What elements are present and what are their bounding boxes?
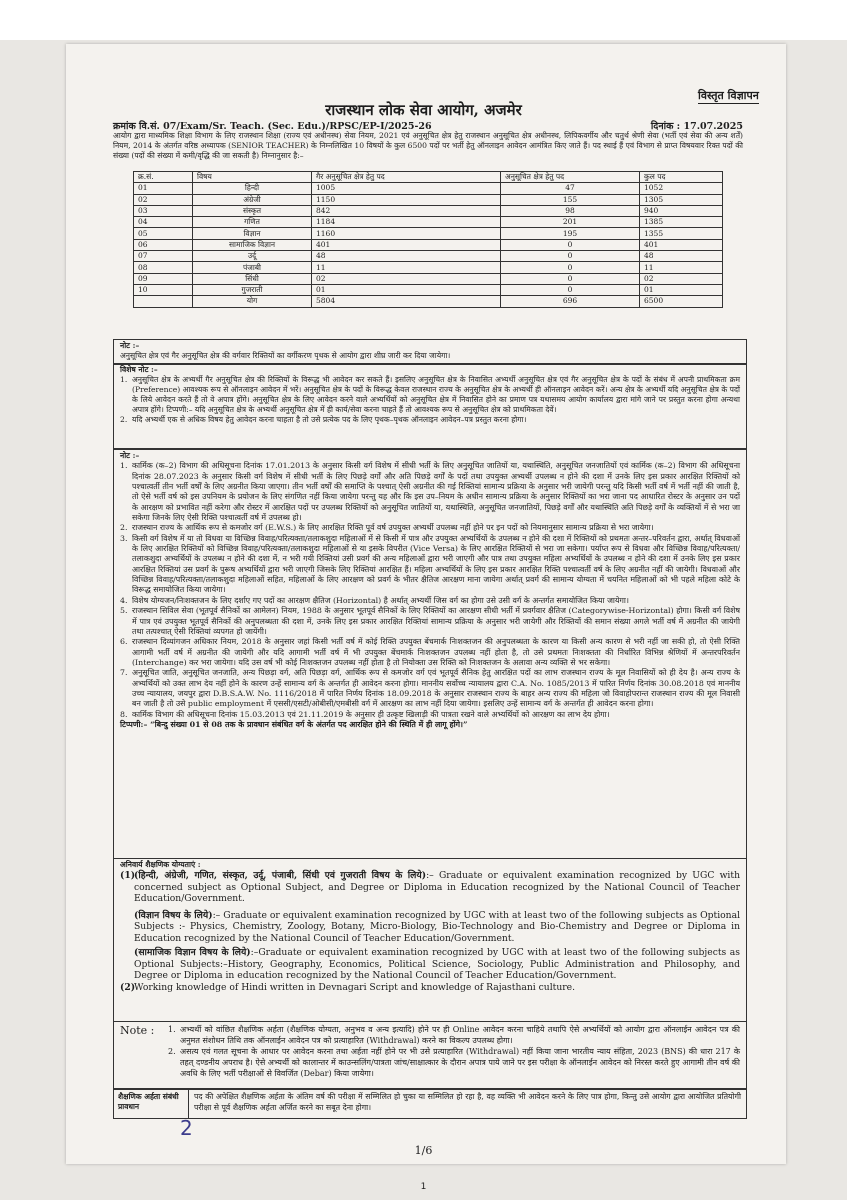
qualification-item-4: [120, 982, 740, 994]
handwritten-signature: 2: [180, 1116, 193, 1140]
qualification-item-3: [120, 947, 740, 982]
list-number: 1.: [120, 461, 128, 471]
note-box-1: [113, 339, 747, 365]
qualification-heading: (हिन्दी, अंग्रेजी, गणित, संस्कृत, उर्दू, पंजाबी, सिंधी एवं गुजराती विषय के लिये): [134, 870, 427, 881]
table-cell: 1184: [312, 217, 501, 228]
list-number: 3.: [120, 533, 128, 543]
table-cell: 0: [501, 273, 640, 284]
qualification-text: Working knowledge of Hindi written in Devnagari Script and knowledge of Rajasthani culture.: [134, 981, 575, 993]
qualification-label: अनिवार्य शैक्षणिक योग्यताएं :: [120, 860, 201, 869]
list-item: [120, 596, 740, 606]
list-item: [120, 606, 740, 637]
table-cell: 401: [640, 239, 723, 250]
table-cell: 48: [640, 251, 723, 262]
page-title: राजस्थान लोक सेवा आयोग, अजमेर: [325, 101, 522, 119]
table-cell: 11: [640, 262, 723, 273]
table-cell: सामाजिक विज्ञान: [193, 239, 312, 250]
table-cell: 940: [640, 205, 723, 216]
qualification-item-2: [120, 910, 740, 945]
list-number: 2.: [120, 523, 128, 533]
table-cell: 10: [134, 284, 193, 295]
table-cell: 0: [501, 284, 640, 295]
note3-label: Note :: [120, 1024, 155, 1037]
list-item: 2. यदि अभ्यर्थी एक से अधिक विषय हेतु आवेदन करना चाहता है तो उसे प्रत्येक पद के लिए पृथक–पृथक ऑनलाइन आवेदन–पत्र प्रस्तुत करना होगा।: [120, 415, 740, 425]
final-provision-label: शैक्षणिक अर्हता संबंधी प्रावधान: [114, 1090, 189, 1118]
table-header-cell: विषय: [193, 172, 312, 183]
list-number: 8.: [120, 709, 128, 719]
table-cell: 47: [501, 183, 640, 194]
table-cell: 09: [134, 273, 193, 284]
table-cell: 98: [501, 205, 640, 216]
list-item: 1. अभ्यर्थी को वांछित शैक्षणिक अर्हता (शैक्षणिक योग्यता, अनुभव व अन्य इत्यादि) होने पर ही Online आवेदन करना चाहिये तथापि ऐसे अभ्यर्थियों को आयोग द्वारा ऑनलाईन आवेदन पत्र की अनुमत संशोधन तिथि तक ऑनलाईन आवेदन पत्र को प्रत्याहारित (Withdrawal) करने का विकल्प उपलब्ध होगा।: [168, 1025, 740, 1045]
note3-item: अभ्यर्थी को वांछित शैक्षणिक अर्हता (शैक्षणिक योग्यता, अनुभव व अन्य इत्यादि) होने पर ही Online आवेदन करना चाहिये तथापि ऐसे अभ्यर्थियों को आयोग द्वारा ऑनलाईन आवेदन पत्र की अनुमत संशोधन तिथि तक ऑनलाईन आवेदन पत्र को प्रत्याहारित (Withdrawal) करने का विकल्प उपलब्ध होगा।: [180, 1025, 740, 1045]
posts-table: [133, 171, 723, 308]
note2-item: विशेष योग्यजन/निःशक्तजन के लिए दर्शाए गए पदों का आरक्षण क्षैतिज (Horizontal) है अर्थात् अभ्यर्थी जिस वर्ग का होगा उसे उसी वर्ग के अन्तर्गत समायोजित किया जायेगा।: [132, 595, 629, 605]
note2-item: राजस्थान राज्य के आर्थिक रूप से कमजोर वर्ग (E.W.S.) के लिए आरक्षित रिक्ति पूर्व वर्ष उपयुक्त अभ्यर्थी उपलब्ध नहीं होने पर इन पदों को नियमानुसार सामान्य प्रक्रिया से भरा जायेगा।: [132, 523, 654, 533]
table-cell: 0: [501, 262, 640, 273]
table-cell: 1305: [640, 194, 723, 205]
reference-number: क्रमांक वि.सं. 07/Exam/Sr. Teach. (Sec. Edu.)/RPSC/EP-I/2025-26: [113, 121, 432, 132]
qualification-heading: (विज्ञान विषय के लिये): [134, 909, 213, 921]
special-note-item: यदि अभ्यर्थी एक से अधिक विषय हेतु आवेदन करना चाहता है तो उसे प्रत्येक पद के लिए पृथक–पृथक ऑनलाइन आवेदन–पत्र प्रस्तुत करना होगा।: [132, 415, 527, 424]
table-header-cell: कुल पद: [640, 172, 723, 183]
qualification-text: :– Graduate or equivalent examination recognized by UGC with at least two of the following subjects as Optional Subjects :- Physics, Chemistry, Zoology, Botany, Micro-Biology, Bio-Technology and Bio-Chemistry and Degree or Diploma in Education recognized by the National Council of Teacher Education/Government.: [134, 909, 741, 944]
table-cell: 08: [134, 262, 193, 273]
table-cell: 05: [134, 228, 193, 239]
qualification-text: :–Graduate or equivalent examination recognized by UGC with at least two of the following subjects as Optional Subjects:–History, Geography, Economics, Political Science, Sociology, Public Administration and Philosophy, and Degree or Diploma in education recognized by the National Council of Teacher Education/Government.: [134, 947, 740, 981]
table-cell: 02: [134, 194, 193, 205]
table-cell: 1355: [640, 228, 723, 239]
qualification-text: :– Graduate or equivalent examination recognized by UGC with concerned subject as Optional Subject, and Degree or Diploma in Education recognized by the National Council of Teacher Education/Government.: [134, 870, 740, 904]
table-total-row: [134, 296, 723, 307]
table-row: [134, 239, 723, 250]
note2-item: राजस्थान दिव्यांगजन अधिकार नियम, 2018 के अनुसार जहां किसी भर्ती वर्ष में कोई रिक्ति उपयुक्त बेंचमार्क निःशक्तजन की अनुपलब्धता के कारण या किसी अन्य कारण से भरी नहीं जा सकी हो, तो ऐसी रिक्ति आगामी भर्ती वर्ष में अग्रनीत की जायेगी और यदि आगामी भर्ती वर्ष में भी उपयुक्त बेंचमार्क निःशक्तजन उपलब्ध नहीं होता है, तो उसे प्रथमतः निःशक्तता की निर्धारित विभिन्न श्रेणियों में अन्तरपरिवर्तन (Interchange) कर भरा जायेगा। यदि उस वर्ष भी कोई निःशक्तजन उपलब्ध नहीं होता है तो नियोक्ता उस रिक्ति को निःशक्तजन के अलावा अन्य व्यक्ति से भर सकेगा।: [132, 637, 740, 667]
list-item: [120, 637, 740, 668]
table-cell: 06: [134, 239, 193, 250]
top-blank-bar: [0, 0, 847, 40]
table-row: [134, 262, 723, 273]
table-row: [134, 251, 723, 262]
list-item: [120, 534, 740, 596]
viewer-page-number: 1: [420, 1182, 427, 1192]
table-row: [134, 228, 723, 239]
list-number: 5.: [120, 606, 128, 616]
table-cell: 1150: [312, 194, 501, 205]
table-cell: 0: [501, 239, 640, 250]
table-cell: [134, 296, 193, 307]
total-all: 6500: [640, 296, 723, 307]
table-cell: 01: [134, 183, 193, 194]
page-number: 1/6: [414, 1144, 433, 1157]
table-row: [134, 217, 723, 228]
table-row: [134, 205, 723, 216]
table-row: [134, 183, 723, 194]
table-cell: गणित: [193, 217, 312, 228]
note-label: नोट :–: [120, 341, 140, 350]
note2-item: कार्मिक विभाग की अधिसूचना दिनांक 15.03.2013 एवं 21.11.2019 के अनुसार ही उत्कृष्ट खिलाड़ी की पात्रता रखने वाले अभ्यर्थियों को आरक्षण का लाभ देय होगा।: [132, 709, 610, 719]
table-cell: 1385: [640, 217, 723, 228]
total-label: योग: [193, 296, 312, 307]
table-cell: सिंधी: [193, 273, 312, 284]
list-item: 2. असत्य एवं गलत सूचना के आधार पर आवेदन करना तथा अर्हता नहीं होने पर भी उसे प्रत्याहारित (Withdrawal) नहीं किया जाना भारतीय न्याय संहिता, 2023 (BNS) की धारा 217 के तहत् दण्डनीय अपराध है। ऐसे अभ्यर्थी को कालान्तर में काउन्सलिंग/पात्रता जांच/साक्षात्कार के दौरान अपात्र पाये जाने पर इस परीक्षा के ऑनलाईन आवेदन को निरस्त करते हुए आगामी तीन वर्ष की अवधि के लिए भर्ती परीक्षाओं से विवर्जित (Debar) किया जायेगा।: [168, 1047, 740, 1078]
table-cell: 401: [312, 239, 501, 250]
posts-table-body: [134, 183, 723, 296]
note2-item: कार्मिक (क–2) विभाग की अधिसूचना दिनांक 17.01.2013 के अनुसार किसी वर्ग विशेष में सीधी भर्ती के लिए अनुसूचित जातियों या, यथास्थिति, अनुसूचित जनजातियों एवं कार्मिक (क–2) विभाग की अधिसूचना दिनांक 28.07.2023 के अनुसार किसी वर्ग विशेष में सीधी भर्ती के लिए पिछड़े वर्गों और अति पिछड़े वर्गों के पदों तथा उपयुक्त अभ्यर्थी उपलब्ध न होने की दशा में उनके लिए इस प्रकार आरक्षित रिक्तियों को पश्चात्वर्ती तीन भर्ती वर्षों के लिए अग्रनीत किया जाएगा। तीन भर्ती वर्षों की समाप्ति के पश्चात् ऐसी अग्रनीत की गई रिक्तियां सामान्य प्रक्रिया के अनुसार भरी जायेगी परन्तु यदि किसी भर्ती वर्ष में भर्ती नहीं की जाती है, तो ऐसे भर्ती वर्ष को इस उपनियम के प्रयोजन के लिए संगणित नहीं किया जायेगा परन्तु यह और कि इस उप–नियम के अधीन सामान्य प्रक्रिया के अनुसार रिक्तियों का भरा जाना पद आधारित रोस्टर के अनुसार उन पदों के आरक्षण को प्रभावित नहीं करेगा और रोस्टर में आरक्षित पदों पर उपलब्ध रिक्तियों को अनुसूचित जातियों या, यथास्थिति, अनुसूचित जनजातियों, पिछड़े वर्गों और यथास्थिति अति पिछड़े वर्गों के व्यक्तियों में से भरा जा सकेगा जिनके लिए ऐसी रिक्ति पश्चात्वर्ती वर्ष में उपलब्ध हो।: [132, 461, 740, 523]
note-text: अनुसूचित क्षेत्र एवं गैर अनुसूचित क्षेत्र की वर्गवार रिक्तियों का वर्गीकरण पृथक से आयोग द्वारा शीघ्र जारी कर दिया जायेगा।: [120, 351, 451, 360]
list-number: 7.: [120, 668, 128, 678]
table-cell: 04: [134, 217, 193, 228]
table-cell: 03: [134, 205, 193, 216]
table-cell: 01: [640, 284, 723, 295]
table-cell: विज्ञान: [193, 228, 312, 239]
note2-item: राजस्थान सिविल सेवा (भूतपूर्व सैनिकों का आमेलन) नियम, 1988 के अनुसार भूतपूर्व सैनिकों के लिए रिक्तियों का आरक्षण सीधी भर्ती में प्रवर्गवार क्षैतिज (Categorywise-Horizontal) होगा। किसी वर्ग विशेष में पात्र एवं उपयुक्त भूतपूर्व सैनिकों की अनुपलब्धता की दशा में, उनके लिए इस प्रकार आरक्षित रिक्तियां सामान्य प्रक्रिया के अनुसार भरी जायेगी और रिक्तियों की समान संख्या अगले भर्ती वर्ष में अग्रनीत की जायेगी तथा तत्पश्चात् ऐसी रिक्तियां व्यपगत हो जायेंगी।: [132, 606, 740, 636]
table-row: [134, 194, 723, 205]
note2-label: नोट :–: [120, 451, 140, 460]
table-cell: 1005: [312, 183, 501, 194]
table-cell: 201: [501, 217, 640, 228]
table-cell: 02: [312, 273, 501, 284]
table-cell: 842: [312, 205, 501, 216]
special-note-item: अनुसूचित क्षेत्र के अभ्यर्थी गैर अनुसूचित क्षेत्र की रिक्तियों के विरूद्ध भी आवेदन कर सकते हैं। इसलिए अनुसूचित क्षेत्र के निवासित अभ्यर्थी अनुसूचित क्षेत्र एवं गैर अनुसूचित क्षेत्र के पदों के संबंध में अपनी प्राथमिकता क्रम (Preference) आवश्यक रूप से ऑनलाइन आवेदन में भरें। अनुसूचित क्षेत्र के पदों के विरूद्ध केवल राजस्थान राज्य के अनुसूचित क्षेत्र के अभ्यर्थी ही ऑनलाइन आवेदन करें। अन्य क्षेत्र के अभ्यर्थी यदि अनुसूचित क्षेत्र के पदों के लिये आवेदन करते हैं तो वे अपात्र होंगे। अनुसूचित क्षेत्र के लिए आवेदन करने वाले अभ्यर्थियों को अनुसूचित क्षेत्र में निवासित होने का प्रमाण पत्र यथासमय आयोग कार्यालय द्वारा मांगे जाने पर प्रस्तुत करना होगा अन्यथा अपात्र होंगे। टिप्पणी:– यदि अनुसूचित क्षेत्र के अभ्यर्थी अनुसूचित क्षेत्र में ही कार्य/सेवा करना चाहते हैं तो आवश्यक रूप से अनुसूचित क्षेत्र को प्राथमिकता देवें।: [132, 375, 740, 414]
table-row: [134, 273, 723, 284]
qualification-item-1: [120, 870, 740, 905]
table-header-cell: गैर अनुसूचित क्षेत्र हेतु पद: [312, 172, 501, 183]
table-cell: 01: [312, 284, 501, 295]
table-cell: संस्कृत: [193, 205, 312, 216]
qualification-heading: (सामाजिक विज्ञान विषय के लिये): [134, 947, 251, 958]
final-provision-text: पद की अपेक्षित शैक्षणिक अर्हता के अंतिम वर्ष की परीक्षा में सम्मिलित हो चुका या सम्मिलित हो रहा है, वह व्यक्ति भी आवेदन करने के लिए पात्र होगा, किन्तु उसे आयोग द्वारा आयोजित प्रतियोगी परीक्षा से पूर्व शैक्षणिक अर्हता अर्जित करने का सबूत देना होगा।: [194, 1092, 741, 1112]
note-box-3: [113, 1021, 747, 1089]
note3-item: असत्य एवं गलत सूचना के आधार पर आवेदन करना तथा अर्हता नहीं होने पर भी उसे प्रत्याहारित (Withdrawal) नहीं किया जाना भारतीय न्याय संहिता, 2023 (BNS) की धारा 217 के तहत् दण्डनीय अपराध है। ऐसे अभ्यर्थी को कालान्तर में काउन्सलिंग/पात्रता जांच/साक्षात्कार के दौरान अपात्र पाये जाने पर इस परीक्षा के ऑनलाईन आवेदन को निरस्त करते हुए आगामी तीन वर्ष की अवधि के लिए भर्ती परीक्षाओं से विवर्जित (Debar) किया जायेगा।: [180, 1047, 740, 1078]
table-cell: अंग्रेजी: [193, 194, 312, 205]
list-number: 6.: [120, 637, 128, 647]
list-item: 1. अनुसूचित क्षेत्र के अभ्यर्थी गैर अनुसूचित क्षेत्र की रिक्तियों के विरूद्ध भी आवेदन कर सकते हैं। इसलिए अनुसूचित क्षेत्र के निवासित अभ्यर्थी अनुसूचित क्षेत्र एवं गैर अनुसूचित क्षेत्र के पदों के संबंध में अपनी प्राथमिकता क्रम (Preference) आवश्यक रूप से ऑनलाइन आवेदन में भरें। अनुसूचित क्षेत्र के पदों के विरूद्ध केवल राजस्थान राज्य के अनुसूचित क्षेत्र के अभ्यर्थी ही ऑनलाइन आवेदन करें। अन्य क्षेत्र के अभ्यर्थी यदि अनुसूचित क्षेत्र के पदों के लिये आवेदन करते हैं तो वे अपात्र होंगे। अनुसूचित क्षेत्र के लिए आवेदन करने वाले अभ्यर्थियों को अनुसूचित क्षेत्र में निवासित होने का प्रमाण पत्र यथासमय आयोग कार्यालय द्वारा मांगे जाने पर प्रस्तुत करना होगा अन्यथा अपात्र होंगे। टिप्पणी:– यदि अनुसूचित क्षेत्र के अभ्यर्थी अनुसूचित क्षेत्र में ही कार्य/सेवा करना चाहते हैं तो आवश्यक रूप से अनुसूचित क्षेत्र को प्राथमिकता देवें।: [120, 375, 740, 414]
list-item: [120, 523, 740, 533]
note2-tippani: टिप्पणी:– “बिन्दु संख्या 01 से 08 तक के प्रावधान संबंधित वर्ग के अंतर्गत पद आरक्षित होने की स्थिति में ही लागू होंगे।”: [120, 719, 468, 729]
table-cell: 155: [501, 194, 640, 205]
table-cell: 195: [501, 228, 640, 239]
intro-paragraph: आयोग द्वारा माध्यमिक शिक्षा विभाग के लिए राजस्थान शिक्षा (राज्य एवं अधीनस्थ) सेवा नियम, 2021 एवं अनुसूचित क्षेत्र हेतु राजस्थान अनुसूचित क्षेत्र अधीनस्थ, लिपिकवर्गीय और चतुर्थ श्रेणी सेवा (भर्ती एवं सेवा की अन्य शर्तें) नियम, 2014 के अंतर्गत वरिष्ठ अध्यापक (SENIOR TEACHER) के निम्नलिखित 10 विषयों के कुल 6500 पदों पर भर्ती हेतु ऑनलाइन आवेदन आमंत्रित किए जाते हैं। पद स्थाई हैं एवं विभाग से प्राप्त विषयवार रिक्त पदों की संख्या (पदों की संख्या में कमी/वृद्धि की जा सकती है) निम्नानुसार है:–: [113, 131, 743, 160]
table-row: [134, 284, 723, 295]
final-provision-box: [113, 1089, 747, 1119]
total-nonscheduled: 5804: [312, 296, 501, 307]
table-cell: गुजराती: [193, 284, 312, 295]
table-header-row: [134, 172, 723, 183]
list-item: [120, 668, 740, 709]
list-item: [120, 710, 740, 720]
list-item: [120, 461, 740, 523]
list-number: 4.: [120, 595, 128, 605]
special-note-box: [113, 363, 747, 449]
note2-item: अनुसूचित जाति, अनुसूचित जनजाति, अन्य पिछड़ा वर्ग, अति पिछड़ा वर्ग, आर्थिक रूप से कमजोर वर्ग एवं भूतपूर्व सैनिक हेतु आरक्षित पदों का लाभ राजस्थान राज्य के मूल निवासियों को ही देय है। अन्य राज्य के अभ्यर्थियों को उक्त लाभ देय नहीं होने के कारण उन्हें सामान्य वर्ग के अन्तर्गत ही आवेदन करना होगा। माननीय सर्वोच्च न्यायालय द्वारा C.A. No. 1085/2013 में पारित निर्णय दिनांक 30.08.2018 एवं माननीय उच्च न्यायालय, जयपुर द्वारा D.B.S.A.W. No. 1116/2018 में पारित निर्णय दिनांक 18.09.2018 के अनुसार राजस्थान राज्य के बाहर अन्य राज्य की महिला जो विवाहोपरान्त राजस्थान राज्य की मूल निवासी बन जाती है तो उसे public employment में एससी/एसटी/ओबीसी/एमबीसी वर्ग में आरक्षण का लाभ नहीं दिया जायेगा। इसलिए उन्हें सामान्य वर्ग के अन्तर्गत ही आवेदन करना होगा।: [132, 668, 740, 709]
note2-item: किसी वर्ग विशेष में या तो विधवा या विच्छिन्न विवाह/परित्यक्ता/तलाकशुदा महिलाओं में से किसी में पात्र और उपयुक्त अभ्यर्थियों के उपलब्ध न होने की दशा में रिक्तियों को प्रथमतः अन्तर–परिवर्तन द्वारा, अर्थात् विधवाओं के लिए आरक्षित रिक्तियों को विच्छिन्न विवाह/परित्यक्ता/तलाकशुदा महिलाओं से या इसके विपरीत (Vice Versa) के लिए आरक्षित रिक्तियों से भरा जा सकेगा। पर्याप्त रूप से विधवा और विच्छिन्न विवाह/परित्यक्ता/तलाकशुदा अभ्यर्थियों के उपलब्ध न होने की दशा में, न भरी गयी रिक्तियां उसी प्रवर्ग की अन्य महिलाओं द्वारा भरी जाएगी और पात्र तथा उपयुक्त महिला अभ्यर्थियों के उपलब्ध न होने की दशा में उनके लिए इस प्रकार आरक्षित रिक्तियां उस प्रवर्ग के पुरूष अभ्यर्थियों द्वारा भरी जाएगी जिसके लिए रिक्तियां आरक्षित हैं। महिला अभ्यर्थियों के लिए इस प्रकार आरक्षित रिक्ति पश्चात्वर्ती वर्ष के लिए अग्रनीत नहीं की जायेगी। विधवाओं और विच्छिन्न विवाह/परित्यक्ता/तलाकशुदा महिलाओं सहित, महिलाओं के लिए आरक्षण को प्रवर्ग के भीतर क्षैतिज आरक्षण माना जायेगा अर्थात् प्रवर्ग की सामान्य योग्यता में चयनित महिलाओं को भी पहले महिला कोटे के विरूद्ध समायोजित किया जायेगा।: [132, 533, 740, 595]
qualification-box: [113, 858, 747, 1022]
table-cell: 02: [640, 273, 723, 284]
special-note-label: विशेष नोट :–: [120, 365, 158, 374]
table-cell: पंजाबी: [193, 262, 312, 273]
table-header-cell: अनुसूचित क्षेत्र हेतु पद: [501, 172, 640, 183]
qualification-number: (2): [120, 981, 136, 993]
total-scheduled: 696: [501, 296, 640, 307]
table-cell: 1052: [640, 183, 723, 194]
table-cell: 1160: [312, 228, 501, 239]
table-cell: 48: [312, 251, 501, 262]
note2-list: [120, 461, 740, 720]
table-header-cell: क्र.सं.: [134, 172, 193, 183]
table-cell: हिन्दी: [193, 183, 312, 194]
qualification-number: (1): [120, 870, 136, 881]
table-cell: उर्दू: [193, 251, 312, 262]
table-cell: 0: [501, 251, 640, 262]
table-cell: 11: [312, 262, 501, 273]
notes-box-2: [113, 449, 747, 859]
table-cell: 07: [134, 251, 193, 262]
reference-date: दिनांक : 17.07.2025: [650, 121, 743, 132]
advertisement-badge: विस्तृत विज्ञापन: [698, 89, 759, 102]
